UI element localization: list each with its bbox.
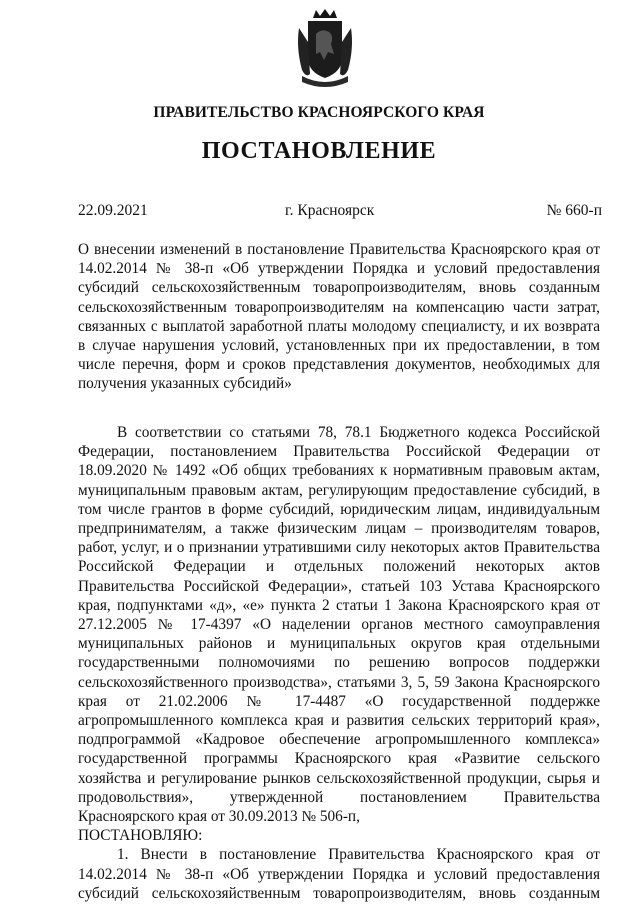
resolve-heading: ПОСТАНОВЛЯЮ: bbox=[78, 827, 203, 845]
item-1-paragraph: 1. Внести в постановление Правительства Красноярского края от 14.02.2014 № 38-п «Об утверждении Порядка и условий предоставления субсидий сельскохозяйственным товаропроизводителям, вновь созданным bbox=[78, 846, 600, 902]
document-subject: О внесении изменений в постановление Правительства Красноярского края от 14.02.2014 № 38-п «Об утверждении Порядка и условий предоставления субсидий сельскохозяйственным товаропроизводителям, вновь созданным сельскохозяйственным товаропроизводителям на компенсацию части затрат, связанных с выплатой заработной платы молодому специалисту, и их возврата в случае нарушения условий, установленных при их предоставлении, в том числе перечня, форм и сроков представления документов, необходимых для получения указанных субсидий» bbox=[78, 241, 600, 393]
government-title: ПРАВИТЕЛЬСТВО КРАСНОЯРСКОГО КРАЯ bbox=[153, 104, 485, 121]
document-city: г. Красноярск bbox=[285, 202, 375, 219]
document-number: № 660-п bbox=[546, 202, 602, 219]
document-type-title: ПОСТАНОВЛЕНИЕ bbox=[201, 138, 437, 164]
preamble-paragraph: В соответствии со статьями 78, 78.1 Бюджетного кодекса Российской Федерации, постановлением Правительства Российской Федерации от 18.09.2020 № 1492 «Об общих требованиях к нормативным правовым актам, муниципальным правовым актам, регулирующим предоставление субсидий, в том числе грантов в форме субсидий, юридическим лицам, индивидуальным предпринимателям, а также физическим лицам – производителям товаров, работ, услуг, и о признании утратившими силу некоторых актов Правительства Российской Федерации и отдельных положений некоторых актов Правительства Российской Федерации», статьей 103 Устава Красноярского края, подпунктами «д», «е» пункта 2 статьи 1 Закона Красноярского края от 27.12.2005 № 17-4397 «О наделении органов местного самоуправления муниципальных районов и муниципальных округов края отдельными государственными полномочиями по решению вопросов поддержки сельскохозяйственного производства», статьями 3, 5, 59 Закона Красноярского края от 21.02.2006 № 17-4487 «О государственной поддержке агропромышленного комплекса края и развития сельских территорий края», подпрограммой «Кадровое обеспечение агропромышленного комплекса» государственной программы Красноярского края «Развитие сельского хозяйства и регулирование рынков сельскохозяйственной продукции, сырья и продовольствия», утвержденной постановлением Правительства Красноярского края от 30.09.2013 № 506-п, bbox=[78, 424, 600, 826]
coat-of-arms-icon bbox=[296, 8, 354, 88]
document-body bbox=[78, 423, 600, 903]
document-date: 22.09.2021 bbox=[78, 202, 148, 219]
